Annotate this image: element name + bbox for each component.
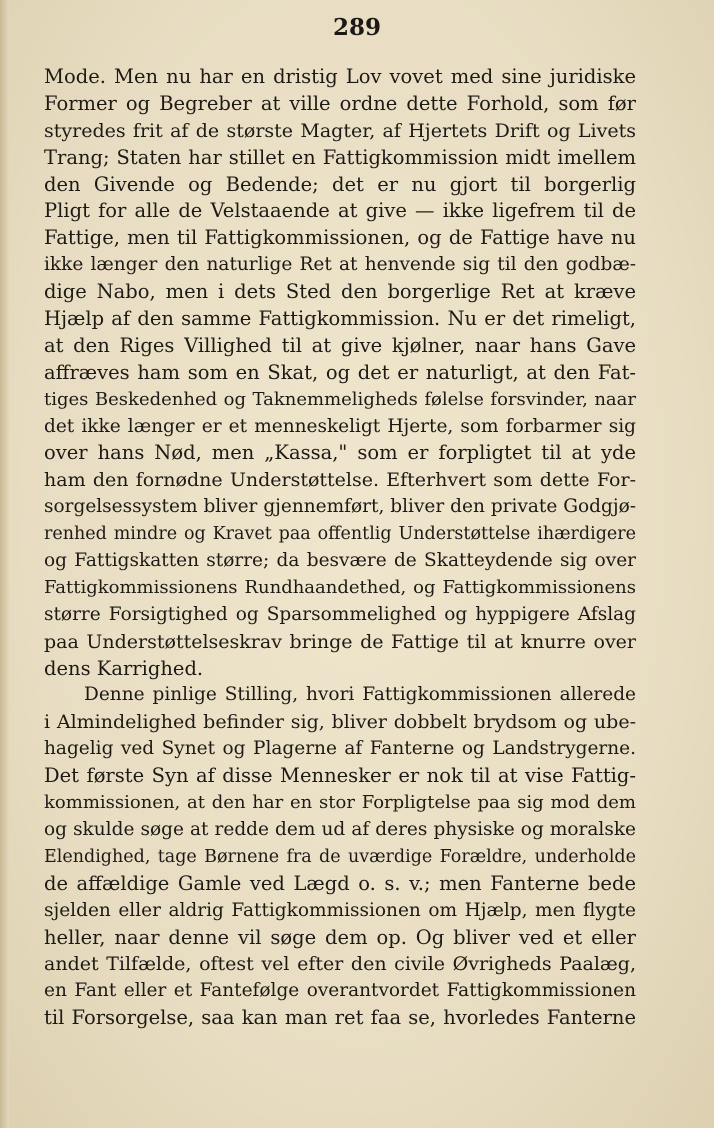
- page-number: 289: [332, 14, 381, 41]
- text-line: renhed mindre og Kravet paa offentlig Understøttelse ihærdigere: [44, 524, 636, 545]
- text-line: større Forsigtighed og Sparsommelighed og hyppigere Afslag: [44, 603, 636, 625]
- body-text: [44, 64, 636, 1032]
- text-line: heller, naar denne vil søge dem op. Og bliver ved et eller: [44, 925, 636, 949]
- text-line: og Fattigskatten større; da besvære de Skatteydende sig over: [44, 550, 636, 572]
- text-line: Det første Syn af disse Mennesker er nok til at vise Fattig-: [44, 764, 636, 788]
- text-line: tiges Beskedenhed og Taknemmeligheds følelse forsvinder, naar: [44, 388, 636, 410]
- text-line: og skulde søge at redde dem ud af deres physiske og moralske: [44, 818, 636, 840]
- text-line: de affældige Gamle ved Lægd o. s. v.; men Fanterne bede: [44, 871, 636, 895]
- text-line: Former og Begreber at ville ordne dette Forhold, som før: [44, 91, 636, 115]
- text-line: Pligt for alle de Velstaaende at give — ikke ligefrem til de: [44, 199, 636, 223]
- text-line: paa Understøttelseskrav bringe de Fattige til at knurre over: [44, 630, 636, 653]
- text-line: en Fant eller et Fantefølge overantvordet Fattigkommissionen: [44, 980, 636, 1002]
- text-line: Fattigkommissionens Rundhaandethed, og Fattigkommissionens: [44, 576, 636, 598]
- text-line: Mode. Men nu har en dristig Lov vovet med sine juridiske: [44, 65, 636, 88]
- text-line: Hjælp af den samme Fattigkommission. Nu er det rimeligt,: [44, 307, 636, 331]
- text-line: det ikke længer er et menneskeligt Hjerte, som forbarmer sig: [44, 415, 636, 437]
- text-line: ham den fornødne Understøttelse. Efterhvert som dette For-: [44, 469, 636, 492]
- text-line: Fattige, men til Fattigkommissionen, og de Fattige have nu: [44, 226, 636, 250]
- text-line: i Almindelighed befinder sig, bliver dobbelt brydsom og ube-: [44, 711, 636, 734]
- text-line: at den Riges Villighed til at give kjølner, naar hans Gave: [44, 333, 636, 357]
- text-line: kommissionen, at den har en stor Forpligtelse paa sig mod dem: [44, 792, 636, 814]
- text-line: den Givende og Bedende; det er nu gjort til borgerlig: [44, 172, 636, 196]
- paragraph-end-line: dens Karrighed.: [44, 656, 204, 680]
- text-line: Trang; Staten har stillet en Fattigkommission midt imellem: [44, 145, 636, 169]
- text-line: styredes frit af de største Magter, af Hjertets Drift og Livets: [44, 119, 636, 142]
- text-line: sorgelsessystem bliver gjennemført, bliver den private Godgjø-: [44, 496, 636, 518]
- text-line: over hans Nød, men „Kassa," som er forpligtet til at yde: [44, 441, 636, 465]
- text-line: andet Tilfælde, oftest vel efter den civile Øvrigheds Paalæg,: [44, 953, 636, 976]
- paragraph-start-line: Denne pinlige Stilling, hvori Fattigkommissionen allerede: [84, 684, 636, 706]
- page-edge: [0, 0, 9, 1128]
- text-line: Elendighed, tage Børnene fra de uværdige Forældre, underholde: [44, 846, 636, 867]
- text-line: sjelden eller aldrig Fattigkommissionen om Hjælp, men flygte: [44, 899, 636, 921]
- text-line: affræves ham som en Skat, og det er naturligt, at den Fat-: [44, 360, 636, 384]
- text-line: ikke længer den naturlige Ret at henvende sig til den godbæ-: [44, 254, 636, 276]
- text-line: hagelig ved Synet og Plagerne af Fanterne og Landstrygerne.: [44, 738, 636, 760]
- text-line: til Forsorgelse, saa kan man ret faa se, hvorledes Fanterne: [44, 1006, 636, 1030]
- text-line: dige Nabo, men i dets Sted den borgerlige Ret at kræve: [44, 280, 636, 304]
